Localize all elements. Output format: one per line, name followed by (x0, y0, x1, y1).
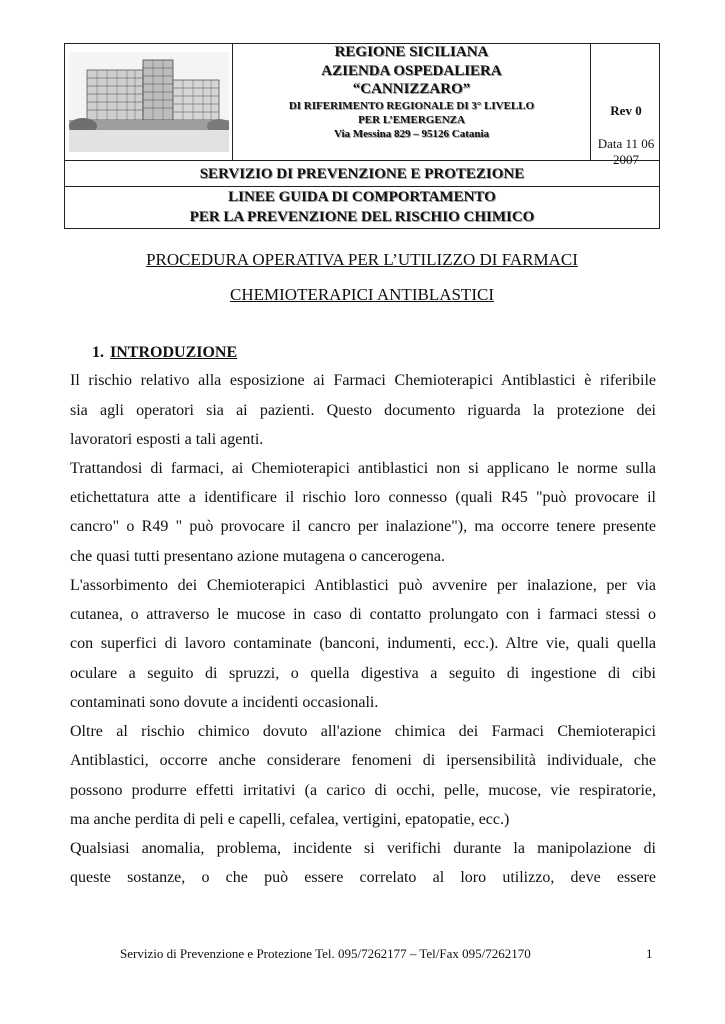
body-line: Oltre al rischio chimico dovuto all'azione chimica dei Farmaci Chemioterapici (70, 723, 656, 740)
body-line: cancro" o R49 " può provocare il cancro per inalazione"), ma occorre tenere presente (70, 518, 656, 535)
body-line: che quasi tutti presentano azione mutagena o cancerogena. (70, 548, 445, 565)
body-line: con superfici di lavoro contaminate (banconi, indumenti, ecc.). Altre vie, quali quella (70, 635, 656, 652)
procedure-title-line-2: CHEMIOTERAPICI ANTIBLASTICI (230, 285, 494, 304)
service-name: SERVIZIO DI PREVENZIONE E PROTEZIONE (65, 161, 659, 187)
section-number: 1. (92, 344, 104, 361)
page-number: 1 (646, 946, 653, 961)
institution-title-cell (233, 44, 591, 160)
hospital-address: Via Messina 829 – 95126 Catania (333, 128, 490, 140)
body-line: queste sostanze, o che può essere correlato al loro utilizzo, deve essere (70, 869, 656, 886)
guidelines-line-2: PER LA PREVENZIONE DEL RISCHIO CHIMICO (189, 209, 535, 225)
section-title: INTRODUZIONE (110, 344, 238, 361)
body-line: Trattandosi di farmaci, ai Chemioterapici antiblastici non si applicano le norme sulla (70, 460, 656, 477)
body-line: Antiblastici, occorre anche considerare fenomeni di ipersensibilità individuale, che (70, 752, 656, 769)
hospital-name: “CANNIZZARO” (352, 81, 471, 97)
body-line: etichettatura atte a identificare il rischio loro connesso (quali R45 "può provocare il (70, 489, 656, 506)
body-line: L'assorbimento dei Chemioterapici Antiblastici può avvenire per inalazione, per via (70, 577, 656, 594)
body-line: ma anche perdita di peli e capelli, cefalea, vertigini, epatopatie, ecc.) (70, 811, 510, 828)
body-line: lavoratori esposti a tali agenti. (70, 431, 264, 448)
body-line: cutanea, o attraverso le mucose in caso di contatto prolungato con i farmaci stessi o (70, 606, 656, 623)
body-line: Il rischio relativo alla esposizione ai Farmaci Chemioterapici Antiblastici è riferibile (70, 372, 656, 389)
revision-date: Data 11 06 2007 (597, 136, 655, 167)
region-name: REGIONE SICILIANA (334, 44, 489, 60)
logo-cell (65, 44, 233, 160)
guidelines-cell (65, 187, 659, 229)
body-line: Qualsiasi anomalia, problema, incidente si verifichi durante la manipolazione di (70, 840, 656, 857)
referral-level: DI RIFERIMENTO REGIONALE DI 3° LIVELLO (288, 100, 535, 112)
body-line: contaminati sono dovute a incidenti occasionali. (70, 694, 379, 711)
revision-number: Rev 0 (610, 103, 642, 118)
emergency-label: PER L’EMERGENZA (358, 114, 465, 126)
azienda-name: AZIENDA OSPEDALIERA (321, 63, 502, 79)
body-line: oculare a seguito di spruzzi, o quella digestiva a seguito di ingestione di cibi (70, 665, 656, 682)
procedure-title-line-1: PROCEDURA OPERATIVA PER L’UTILIZZO DI FARMACI (146, 250, 578, 269)
header-top-row (65, 44, 659, 167)
document-header-table (64, 43, 660, 229)
revision-cell (591, 44, 661, 167)
guidelines-line-1: LINEE GUIDA DI COMPORTAMENTO (228, 189, 496, 205)
body-line: sia agli operatori sia ai pazienti. Questo documento riguarda la protezione dei (70, 402, 656, 419)
section-heading (92, 344, 237, 362)
page-footer: Servizio di Prevenzione e Protezione Tel. 095/7262177 – Tel/Fax 095/7262170 (120, 946, 531, 961)
hospital-building-illustration (69, 52, 229, 152)
body-line: possono produrre effetti irritativi (a carico di occhi, pelle, mucose, vie respiratorie, (70, 782, 656, 799)
